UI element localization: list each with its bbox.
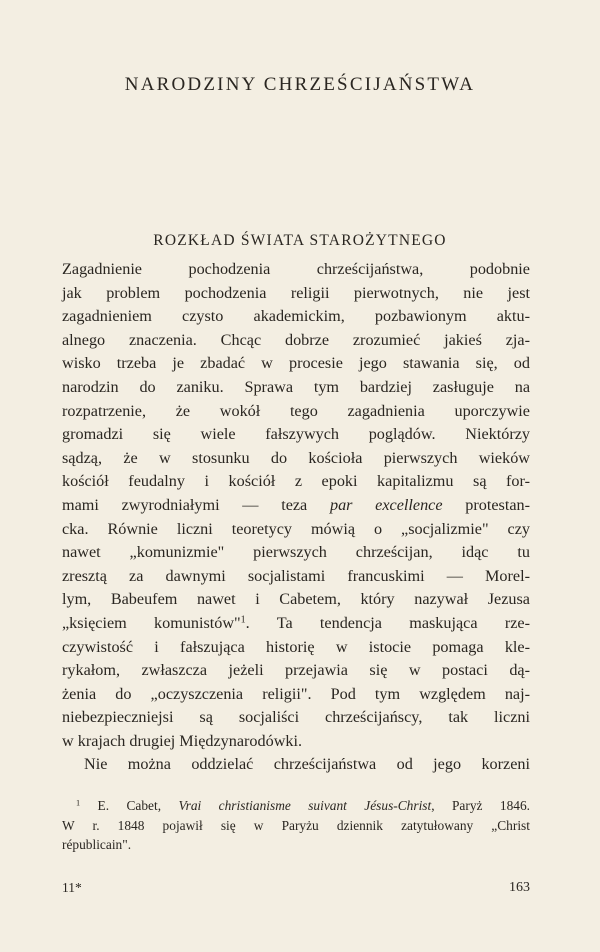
- text-line: Nie można oddzielać chrześcijaństwa od jego korzeni: [84, 755, 530, 774]
- text-line: Zagadnienie pochodzenia chrześcijaństwa, podobnie: [62, 260, 530, 278]
- italic-phrase: par excellence: [329, 495, 443, 514]
- footnote-reference[interactable]: 1: [240, 614, 246, 626]
- text-line: zresztą za dawnymi socjalistami francuskimi — Morel-: [62, 566, 530, 585]
- footnote-line: W r. 1848 pojawił się w Paryżu dziennik zatytułowany „Christ: [62, 817, 530, 833]
- section-title: ROZKŁAD ŚWIATA STAROŻYTNEGO: [153, 232, 447, 249]
- footnote-marker: 1: [76, 798, 81, 808]
- text-line: niebezpieczniejsi są socjaliści chrześcijańscy, tak liczni: [62, 708, 530, 727]
- text-line: żenia do „oczyszczenia religii". Pod tym względem naj-: [62, 684, 530, 703]
- text-line: cka. Równie liczni teoretycy mówią o „socjalizmie" czy: [62, 519, 530, 538]
- text-line: „księciem komunistów"$^1$. Ta tendencja maskująca rze-: [62, 613, 530, 632]
- text-line: sądzą, że w stosunku do kościoła pierwszych wieków: [62, 448, 530, 467]
- printer-signature: 11*: [62, 880, 82, 895]
- text-line: nawet „komunizmie" pierwszych chrześcijan, idąc tu: [62, 543, 530, 562]
- footnote-line: républicain".: [62, 837, 132, 852]
- text-line: mami zwyrodniałymi — teza par excellence protestan-: [62, 495, 531, 514]
- text-line: narodzin do zaniku. Sprawa tym bardziej zasługuje na: [62, 377, 530, 396]
- running-head: NARODZINY CHRZEŚCIJAŃSTWA: [124, 74, 476, 95]
- text-line: kościół feudalny i kościół z epoki kapitalizmu są for-: [62, 472, 530, 491]
- text-line: w krajach drugiej Międzynarodówki.: [62, 731, 303, 750]
- text-line: alnego znaczenia. Chcąc dobrze zrozumieć jakieś zja-: [62, 330, 530, 349]
- text-line: wisko trzeba je zbadać w procesie jego stawania się, od: [62, 354, 530, 373]
- footnote-title: Vrai christianisme suivant Jésus-Christ: [178, 798, 432, 813]
- body-text: [62, 258, 530, 777]
- text-line: lym, Babeufem nawet i Cabetem, który nazywał Jezusa: [62, 590, 530, 609]
- text-line: zagadnieniem czysto akademickim, pozbawionym aktu-: [62, 307, 530, 326]
- text-line: czywistość i fałszująca historię w istocie pomaga kle-: [62, 637, 530, 656]
- page-number: 163: [509, 880, 530, 895]
- text-line: rykałom, zwłaszcza jeżeli przejawia się w postaci dą-: [62, 661, 530, 680]
- footnote: [62, 796, 530, 855]
- footnote-line: $^1$ E. Cabet, Vrai christianisme suivant Jésus-Christ, Paryż 1846.: [76, 798, 531, 813]
- text-line: jak problem pochodzenia religii pierwotnych, nie jest: [62, 283, 530, 302]
- text-line: gromadzi się wiele fałszywych poglądów. Niektórzy: [62, 425, 530, 444]
- text-line: rozpatrzenie, że wokół tego zagadnienia uporczywie: [62, 401, 530, 420]
